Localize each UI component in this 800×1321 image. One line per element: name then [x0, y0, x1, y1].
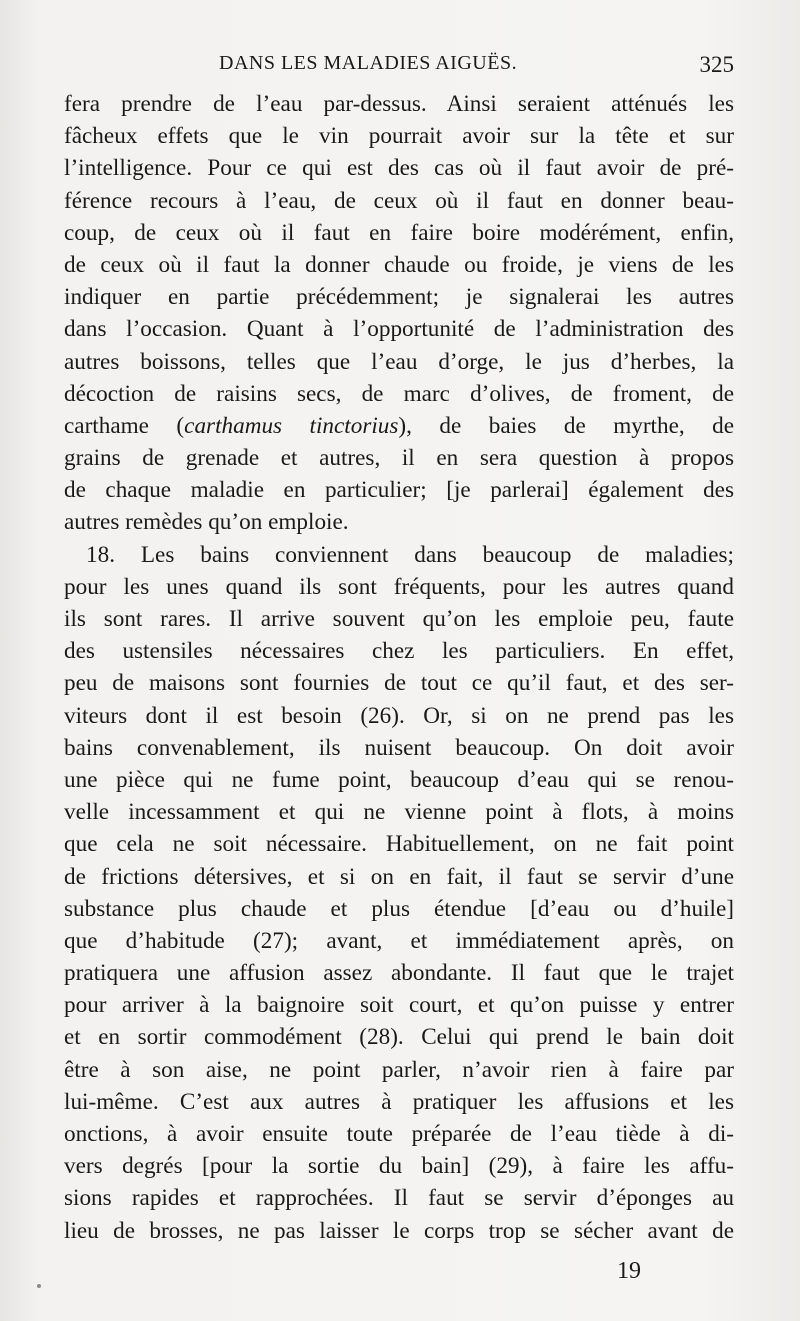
text-line: autres boissons, telles que l’eau d’orge, le jus d’herbes, la	[64, 348, 734, 375]
signature-mark: 19	[617, 1258, 641, 1284]
text-line: pour les unes quand ils sont fréquents, pour les autres quand	[64, 573, 734, 600]
text-line: de ceux où il faut la donner chaude ou froide, je viens de les	[64, 251, 734, 278]
text-line: sions rapides et rapprochées. Il faut se servir d’éponges au	[64, 1185, 734, 1212]
running-head: DANS LES MALADIES AIGUËS.	[219, 52, 518, 74]
text-line: lieu de brosses, ne pas laisser le corps trop se sécher avant de	[64, 1217, 734, 1244]
text-line: que d’habitude (27); avant, et immédiatement après, on	[64, 927, 734, 954]
ink-speck	[37, 1284, 41, 1288]
text-line: lui-même. C’est aux autres à pratiquer les affusions et les	[64, 1088, 734, 1115]
text-line: de frictions détersives, et si on en fait, il faut se servir d’une	[64, 863, 734, 890]
page-header	[64, 52, 734, 82]
text-line: de chaque maladie en particulier; [je parlerai] également des	[64, 477, 734, 504]
text-line: être à son aise, ne point parler, n’avoir rien à faire par	[64, 1056, 734, 1083]
text-line: décoction de raisins secs, de marc d’olives, de froment, de	[64, 380, 734, 407]
text-line: vers degrés [pour la sortie du bain] (29), à faire les affu-	[64, 1153, 734, 1180]
text-line: onctions, à avoir ensuite toute préparée de l’eau tiède à di-	[64, 1121, 734, 1147]
text-line-carthame	[64, 410, 734, 442]
text-line: fera prendre de l’eau par-dessus. Ainsi seraient atténués les	[64, 91, 734, 117]
text-line: viteurs dont il est besoin (26). Or, si on ne prend pas les	[64, 702, 734, 729]
text-line: ils sont rares. Il arrive souvent qu’on les emploie peu, faute	[64, 606, 734, 632]
text-line: que cela ne soit nécessaire. Habituellement, on ne fait point	[64, 831, 734, 858]
text-line: substance plus chaude et plus étendue [d’eau ou d’huile]	[64, 895, 734, 922]
text-line: velle incessamment et qui ne vienne point à flots, à moins	[64, 799, 734, 826]
text-line: une pièce qui ne fume point, beaucoup d’eau qui se renou-	[64, 766, 734, 793]
text-line: pour arriver à la baignoire soit court, et qu’on puisse y entrer	[64, 992, 734, 1019]
text-line: peu de maisons sont fournies de tout ce qu’il faut, et des ser-	[64, 670, 734, 697]
text-line: l’intelligence. Pour ce qui est des cas où il faut avoir de pré-	[64, 155, 734, 182]
text-line: fâcheux effets que le vin pourrait avoir sur la tête et sur	[64, 123, 734, 150]
paragraph-18-start: 18. Les bains conviennent dans beaucoup de maladies;	[86, 541, 734, 568]
text-line: dans l’occasion. Quant à l’opportunité de l’administration des	[64, 316, 734, 343]
carthame-after: ), de baies de myrthe, de	[398, 412, 735, 439]
text-line: pratiquera une affusion assez abondante. Il faut que le trajet	[64, 960, 734, 987]
text-line: coup, de ceux où il faut en faire boire modérément, enfin,	[64, 219, 734, 246]
text-line: indiquer en partie précédemment; je signalerai les autres	[64, 284, 734, 311]
carthame-italic: carthamus tinctorius	[184, 412, 399, 439]
body-text	[64, 88, 734, 1247]
text-line: férence recours à l’eau, de ceux où il faut en donner beau-	[64, 187, 734, 214]
text-line: autres remèdes qu’on emploie.	[64, 509, 349, 536]
text-line: et en sortir commodément (28). Celui qui prend le bain doit	[64, 1024, 734, 1051]
page-number: 325	[699, 52, 734, 77]
text-line: grains de grenade et autres, il en sera question à propos	[64, 445, 734, 472]
carthame-before: carthame (	[64, 412, 185, 439]
text-line: bains convenablement, ils nuisent beaucoup. On doit avoir	[64, 734, 734, 761]
text-line: des ustensiles nécessaires chez les particuliers. En effet,	[64, 638, 734, 665]
